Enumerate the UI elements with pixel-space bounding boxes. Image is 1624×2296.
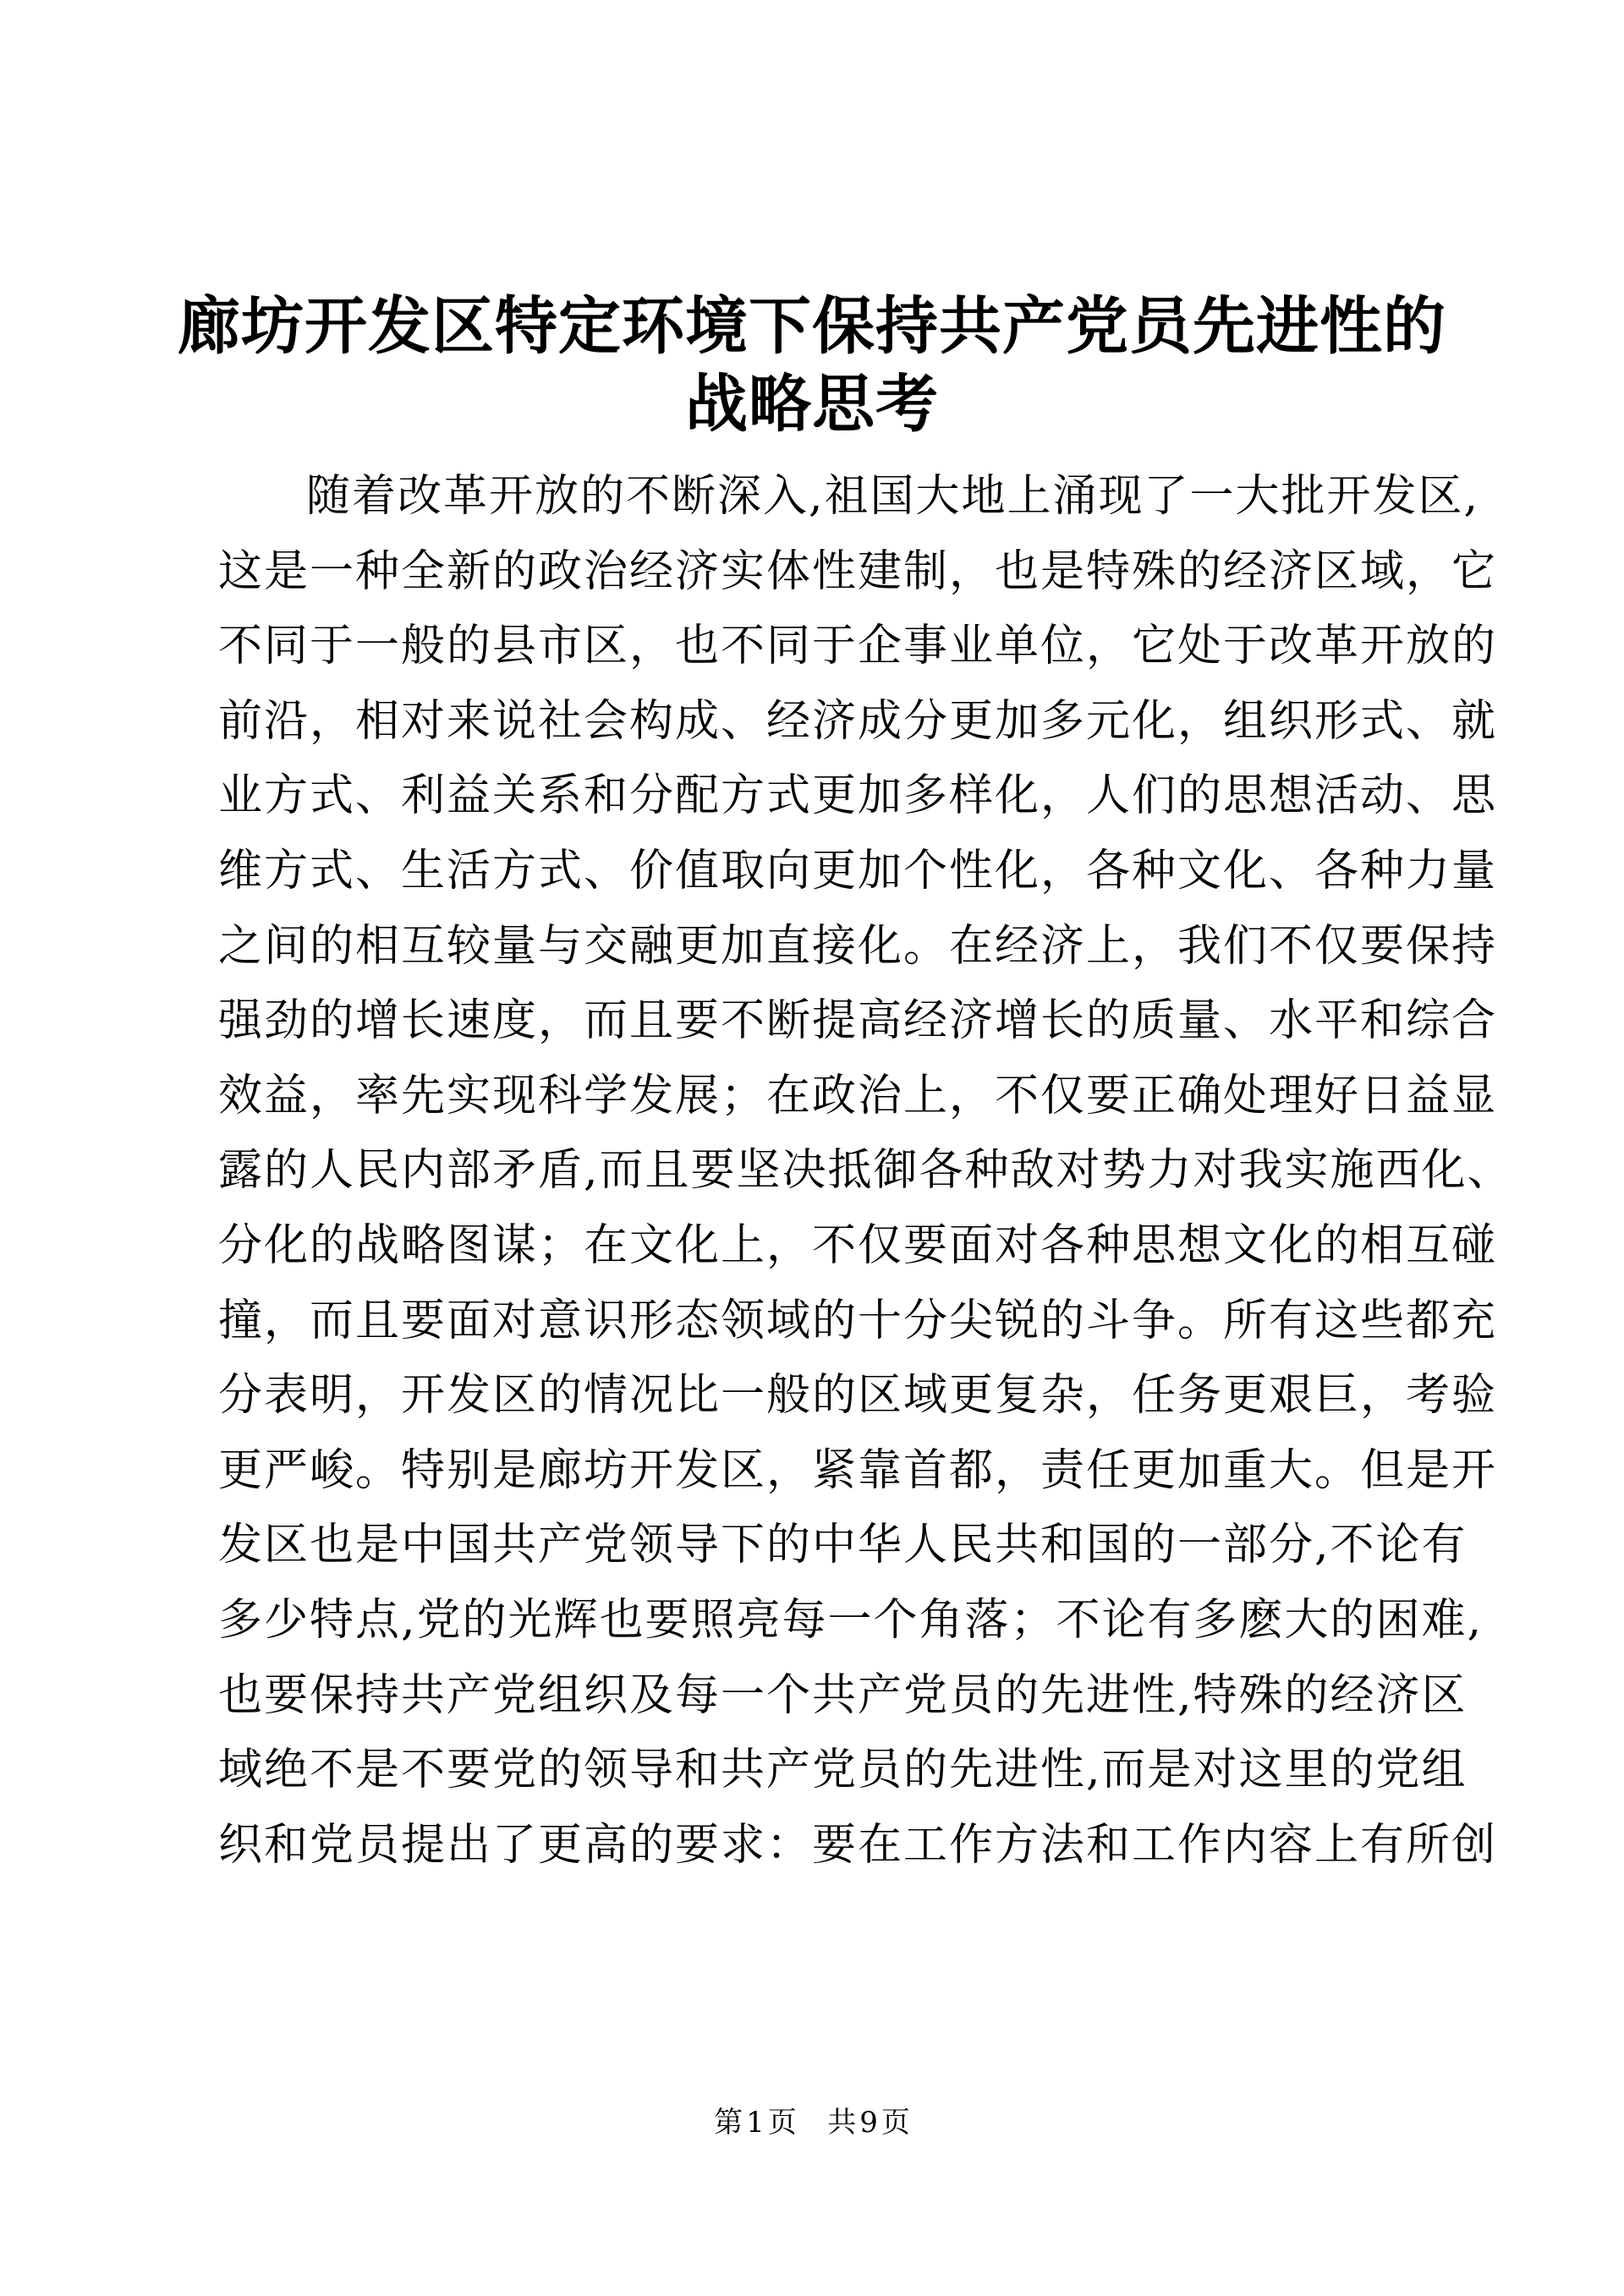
current-page-number: 1 <box>746 2106 765 2140</box>
body-line: 织和党员提出了更高的要求：要在工作方法和工作内容上有所创 <box>218 1819 1498 1871</box>
body-line: 多少特点,党的光辉也要照亮每一个角落；不论有多麽大的困难, <box>218 1594 1484 1646</box>
total-pages-number: 9 <box>859 2106 878 2140</box>
body-line: 强劲的增长速度，而且要不断提高经济增长的质量、水平和综合 <box>218 995 1498 1047</box>
body-line: 前沿，相对来说社会构成、经济成分更加多元化，组织形式、就 <box>218 695 1498 747</box>
document-title <box>169 288 1455 443</box>
body-line: 随着改革开放的不断深入,祖国大地上涌现了一大批开发区, <box>306 471 1480 522</box>
body-line: 更严峻。特别是廊坊开发区，紧靠首都，责任更加重大。但是开 <box>218 1444 1498 1496</box>
page-label-prefix: 第 <box>714 2106 743 2140</box>
body-line: 业方式、利益关系和分配方式更加多样化，人们的思想活动、思 <box>218 770 1498 822</box>
body-line: 发区也是中国共产党领导下的中华人民共和国的一部分,不论有 <box>218 1520 1468 1571</box>
title-line-1: 廊坊开发区特定环境下保持共产党员先进性的 <box>178 290 1446 363</box>
body-line: 撞，而且要面对意识形态领域的十分尖锐的斗争。所有这些都充 <box>218 1295 1498 1346</box>
body-paragraph <box>218 459 1513 1882</box>
page-label-suffix: 页 <box>767 2106 797 2140</box>
body-line: 分表明，开发区的情况比一般的区域更复杂，任务更艰巨，考验 <box>218 1370 1498 1422</box>
body-line: 分化的战略图谋；在文化上，不仅要面对各种思想文化的相互碰 <box>218 1219 1498 1271</box>
body-line: 之间的相互较量与交融更加直接化。在经济上，我们不仅要保持 <box>218 920 1498 972</box>
body-line: 域绝不是不要党的领导和共产党员的先进性,而是对这里的党组 <box>218 1745 1468 1796</box>
total-label-prefix: 共 <box>827 2106 857 2140</box>
body-line: 效益，率先实现科学发展；在政治上，不仅要正确处理好日益显 <box>218 1070 1498 1121</box>
total-label-suffix: 页 <box>881 2106 910 2140</box>
body-line: 维方式、生活方式、价值取向更加个性化，各种文化、各种力量 <box>218 845 1498 896</box>
body-line: 不同于一般的县市区，也不同于企事业单位，它处于改革开放的 <box>218 621 1498 672</box>
body-line: 露的人民内部矛盾,而且要坚决抵御各种敌对势力对我实施西化、 <box>218 1145 1513 1197</box>
body-line: 也要保持共产党组织及每一个共产党员的先进性,特殊的经济区 <box>218 1669 1468 1721</box>
title-line-2: 战略思考 <box>685 368 939 441</box>
body-line: 这是一种全新的政治经济实体性建制，也是特殊的经济区域，它 <box>218 545 1498 597</box>
page-footer <box>0 2101 1624 2144</box>
